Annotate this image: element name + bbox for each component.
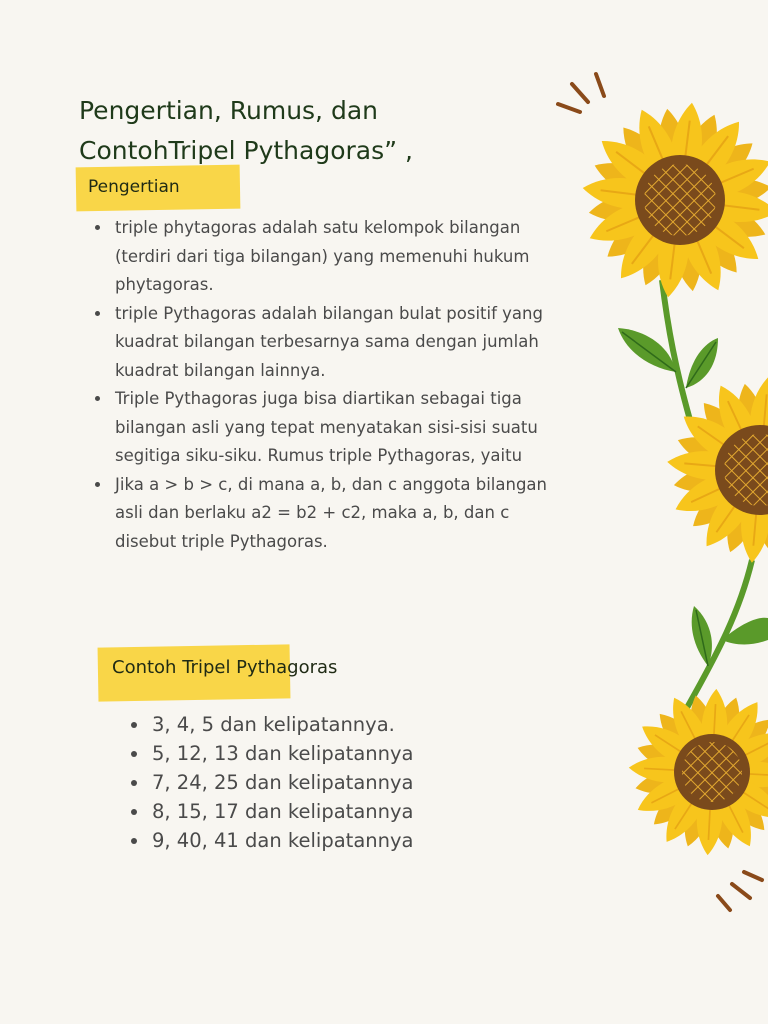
- page-title: [79, 91, 539, 171]
- list-item: • triple phytagoras adalah satu kelompok bilangan (terdiri dari tiga bilangan) yang memenuhi hukum phytagoras.: [112, 214, 562, 300]
- list-item: • triple Pythagoras adalah bilangan bulat positif yang kuadrat bilangan terbesarnya sama dengan jumlah kuadrat bilangan lainnya.: [112, 300, 562, 386]
- sunflower-icon: [648, 358, 768, 582]
- list-item: • Jika a > b > c, di mana a, b, dan c anggota bilangan asli dan berlaku a2 = b2 + c2, maka a, b, dan c disebut triple Pythagoras.: [112, 471, 562, 557]
- leaf-icon: [692, 606, 712, 666]
- pengertian-list: [90, 214, 562, 556]
- page-title-line-2: ContohTripel Pythagoras” ,: [79, 135, 413, 165]
- section-heading-contoh: Contoh Tripel Pythagoras: [112, 657, 338, 678]
- list-item: • Triple Pythagoras juga bisa diartikan sebagai tiga bilangan asli yang tepat menyatakan sisi-sisi suatu segitiga siku-siku. Rumus triple Pythagoras, yaitu: [112, 385, 562, 471]
- contoh-list: [128, 710, 480, 855]
- list-item: • 3, 4, 5 dan kelipatannya.: [150, 710, 480, 739]
- sunflower-icon: [560, 80, 768, 320]
- list-item: • 5, 12, 13 dan kelipatannya: [150, 739, 480, 768]
- section-heading-pengertian: Pengertian: [88, 177, 180, 197]
- sunflower-stem: [662, 280, 690, 420]
- page-title-line-1: Pengertian, Rumus, dan: [79, 95, 378, 125]
- list-item: • 7, 24, 25 dan kelipatannya: [150, 768, 480, 797]
- list-item: • 8, 15, 17 dan kelipatannya: [150, 797, 480, 826]
- list-item: • 9, 40, 41 dan kelipatannya: [150, 826, 480, 855]
- leaf-icon: [686, 338, 718, 388]
